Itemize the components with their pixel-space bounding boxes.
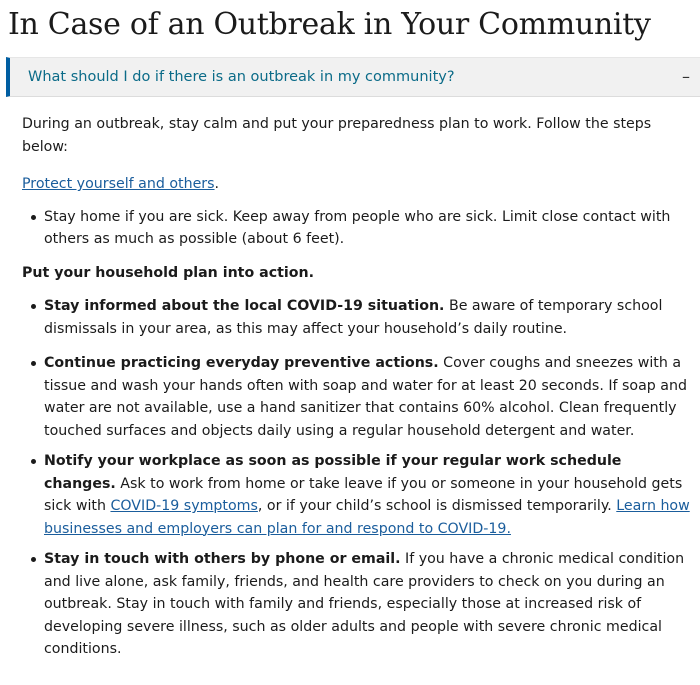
list-item: [22, 352, 694, 442]
intro-text: During an outbreak, stay calm and put your preparedness plan to work. Follow the steps below:: [22, 116, 652, 155]
plan-heading: Put your household plan into action.: [22, 264, 315, 281]
list-item: [22, 548, 694, 661]
protect-line: [22, 173, 694, 196]
businesses-employers-link[interactable]: Learn how businesses and employers can plan for and respond to COVID-19.: [44, 498, 690, 537]
accordion-content: [22, 113, 694, 661]
page-title: In Case of an Outbreak in Your Community: [8, 7, 651, 42]
protect-yourself-link[interactable]: Protect yourself and others: [22, 176, 215, 192]
list-item-text: , or if your child’s school is dismissed temporarily.: [257, 498, 617, 514]
list-item-bold: Continue practicing everyday preventive actions.: [44, 355, 439, 371]
covid-symptoms-link[interactable]: COVID-19 symptoms: [110, 498, 258, 514]
list-item-text: Ask to work from home or take leave if you or someone in your household gets sick with: [44, 475, 683, 514]
list-item-text: Cover coughs and sneezes with a tissue and wash your hands often with soap and water for at least 20 seconds. If soap and water are not available, use a hand sanitizer that contains 60% alcohol. Clean frequently touched surfaces and objects daily using a regular household detergent and water.: [44, 355, 687, 439]
list-item-bold: Notify your workplace as soon as possible if your regular work schedule changes.: [44, 453, 622, 492]
list-item: [22, 450, 694, 540]
protect-list: [22, 206, 694, 251]
plan-list: [22, 295, 694, 661]
accordion-question[interactable]: What should I do if there is an outbreak in my community?: [28, 69, 455, 85]
list-item-bold: Stay in touch with others by phone or email.: [44, 551, 401, 567]
list-item: [22, 206, 694, 251]
list-item-text: Stay home if you are sick. Keep away from people who are sick. Limit close contact with others as much as possible (about 6 feet).: [44, 208, 671, 247]
protect-suffix: .: [214, 176, 220, 192]
accordion-header[interactable]: [6, 57, 700, 97]
list-item-text: Be aware of temporary school dismissals in your area, as this may affect your household’s daily routine.: [44, 298, 663, 337]
list-item-bold: Stay informed about the local COVID-19 situation.: [44, 298, 445, 314]
list-item: [22, 295, 694, 340]
collapse-icon[interactable]: –: [682, 67, 690, 86]
list-item-text: If you have a chronic medical condition and live alone, ask family, friends, and health care providers to check on you during an outbreak. Stay in touch with family and friends, especially those at increased risk of developing severe illness, such as older adults and people with severe chronic medical conditions.: [44, 551, 685, 657]
